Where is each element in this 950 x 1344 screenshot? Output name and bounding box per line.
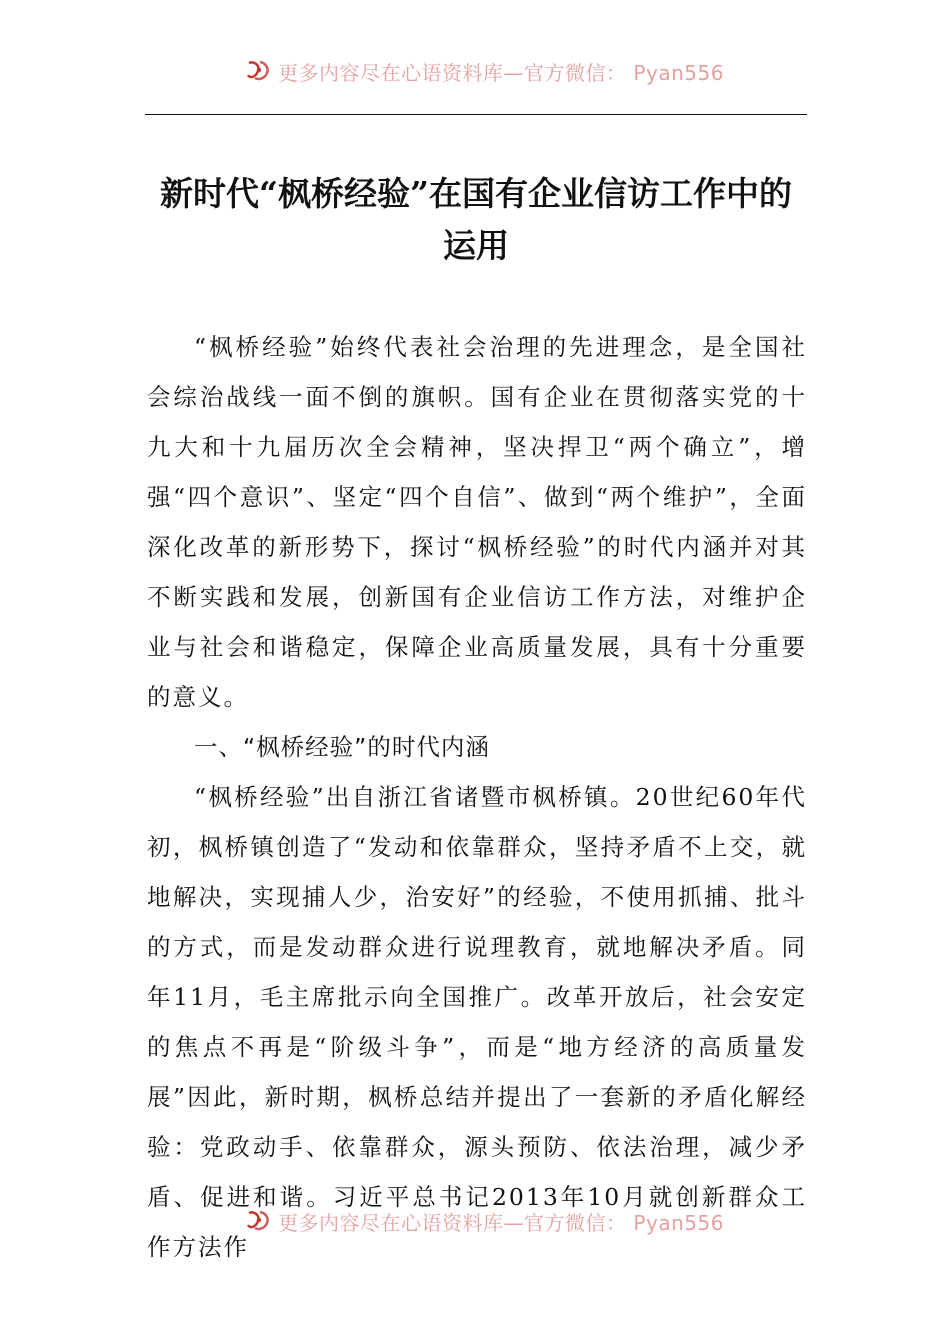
brand-logo-icon xyxy=(246,1209,272,1233)
header-watermark xyxy=(0,58,950,84)
header-watermark-text: 更多内容尽在心语资料库—官方微信： Pyan556 xyxy=(278,60,724,85)
brand-logo-icon xyxy=(246,59,272,83)
section-1-paragraph: “枫桥经验”出自浙江省诸暨市枫桥镇。20世纪60年代初，枫桥镇创造了“发动和依靠群众，坚持矛盾不上交，就地解决，实现捕人少，治安好”的经验，不使用抓捕、批斗的方式，而是发动群众进行说理教育，就地解决矛盾。同年11月，毛主席批示向全国推广。改革开放后，社会安定的焦点不再是“阶级斗争”，而是“地方经济的高质量发展”因此，新时期，枫桥总结并提出了一套新的矛盾化解经验：党政动手、依靠群众，源头预防、依法治理，减少矛盾、促进和谐。习近平总书记2013年10月就创新群众工作方法作 xyxy=(147,783,807,1261)
intro-paragraph: “枫桥经验”始终代表社会治理的先进理念，是全国社会综治战线一面不倒的旗帜。国有企业在贯彻落实党的十九大和十九届历次全会精神，坚决捍卫“两个确立”，增强“四个意识”、坚定“四个自信”、做到“两个维护”，全面深化改革的新形势下，探讨“枫桥经验”的时代内涵并对其不断实践和发展，创新国有企业信访工作方法，对维护企业与社会和谐稳定，保障企业高质量发展，具有十分重要的意义。 xyxy=(147,333,807,711)
footer-watermark xyxy=(0,1208,950,1234)
header-divider xyxy=(145,114,807,115)
section-heading-1: 一、“枫桥经验”的时代内涵 xyxy=(194,733,490,761)
document-body xyxy=(147,322,807,1272)
footer-watermark-text: 更多内容尽在心语资料库—官方微信： Pyan556 xyxy=(278,1210,724,1235)
document-title: 新时代“枫桥经验”在国有企业信访工作中的运用 xyxy=(160,174,792,265)
